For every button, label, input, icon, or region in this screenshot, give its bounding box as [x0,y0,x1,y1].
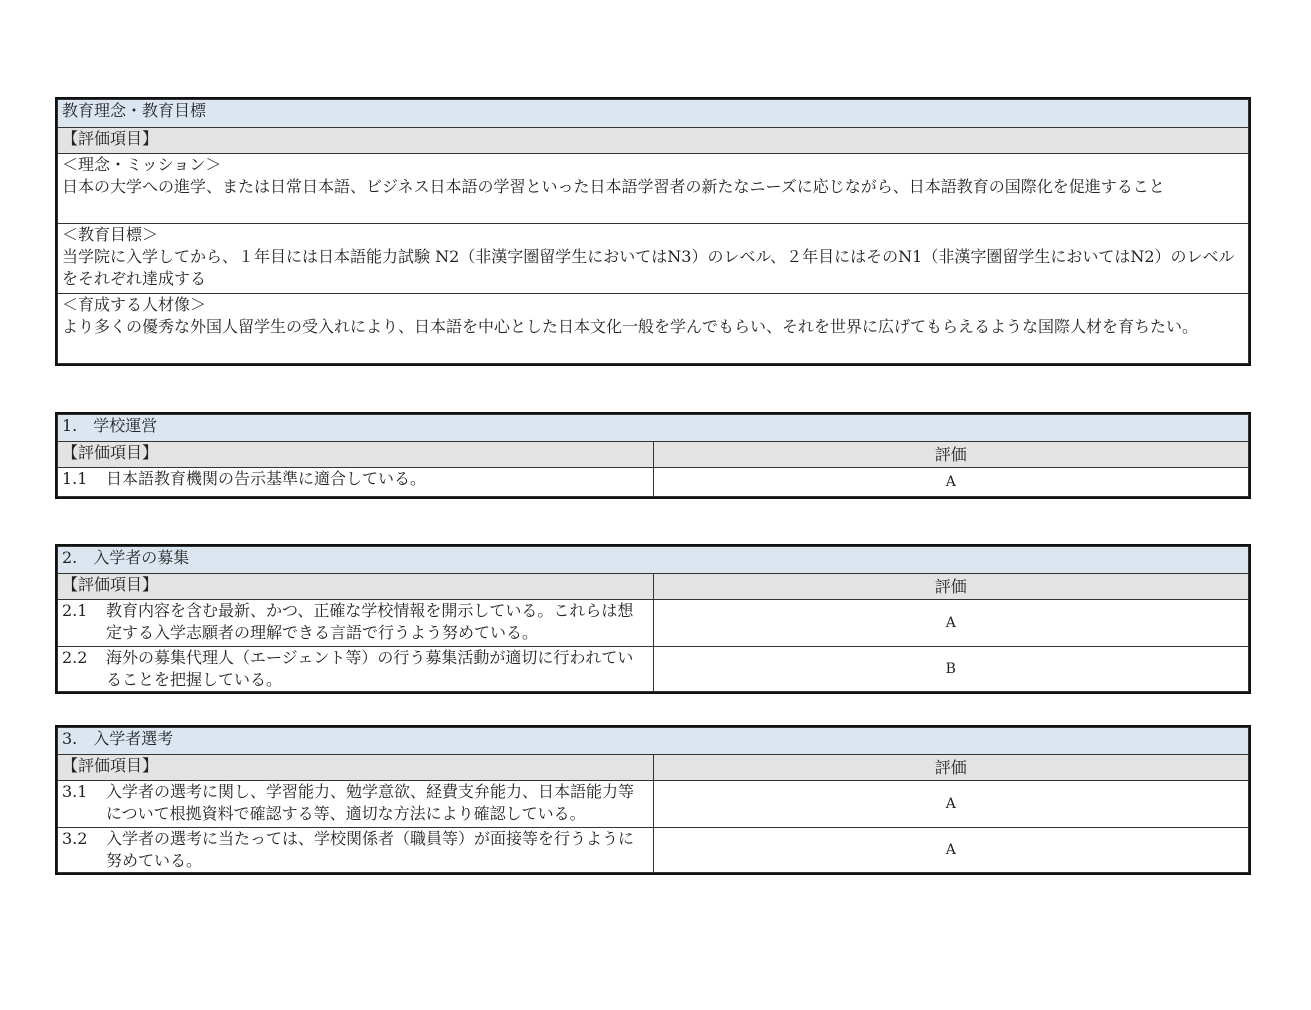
item-text: 海外の募集代理人（エージェント等）の行う募集活動が適切に行われていることを把握している。 [106,648,634,689]
table-row [58,468,1249,497]
rating-header: 評価 [653,755,1249,781]
item-text: 教育内容を含む最新、かつ、正確な学校情報を開示している。これらは想定する入学志願者の理解できる言語で行うよう努めている。 [106,601,634,642]
section-eval-label: 【評価項目】 [58,574,654,600]
rating-header: 評価 [653,442,1249,468]
mission-text: 日本の大学への進学、または日常日本語、ビジネス日本語の学習といった日本語学習者の新たなニーズに応じながら、日本語教育の国際化を促進すること [62,177,1165,196]
goal-heading: ＜教育目標＞ [62,225,159,244]
table-row [58,828,1249,873]
talent-text: より多くの優秀な外国人留学生の受入れにより、日本語を中心とした日本文化一般を学んでもらい、それを世界に広げてもらえるような国際人材を育ちたい。 [62,317,1199,336]
goal-cell [58,224,1249,294]
section-title: 1. 学校運営 [58,415,1249,442]
table-row [58,600,1249,647]
item-number: 3.1 [62,782,88,801]
philosophy-header: 教育理念・教育目標 [58,100,1249,128]
item-number: 3.2 [62,829,88,848]
rating-header: 評価 [653,574,1249,600]
item-text: 日本語教育機関の告示基準に適合している。 [106,469,427,488]
item-number: 2.1 [62,601,88,620]
section-recruitment [55,544,1251,694]
rating-value: B [653,647,1249,692]
rating-value: A [653,600,1249,647]
rating-value: A [653,828,1249,873]
section-school-management [55,412,1251,499]
philosophy-eval-label: 【評価項目】 [58,128,1249,154]
mission-cell [58,154,1249,224]
talent-heading: ＜育成する人材像＞ [62,295,207,314]
philosophy-block [55,97,1251,366]
talent-cell [58,294,1249,364]
rating-value: A [653,468,1249,497]
item-text: 入学者の選考に関し、学習能力、勉学意欲、経費支弁能力、日本語能力等について根拠資料で確認する等、適切な方法により確認している。 [106,782,635,823]
item-text: 入学者の選考に当たっては、学校関係者（職員等）が面接等を行うように努めている。 [106,829,635,870]
section-eval-label: 【評価項目】 [58,442,654,468]
section-selection [55,725,1251,875]
item-number: 2.2 [62,648,88,667]
rating-value: A [653,781,1249,828]
table-row [58,781,1249,828]
mission-heading: ＜理念・ミッション＞ [62,155,222,174]
item-number: 1.1 [62,469,88,488]
section-title: 2. 入学者の募集 [58,547,1249,574]
goal-text: 当学院に入学してから、１年目には日本語能力試験 N2（非漢字圏留学生においてはN3）のレベル、２年目にはそのN1（非漢字圏留学生においてはN2）のレベルをそれぞれ達成する [62,247,1235,288]
section-title: 3. 入学者選考 [58,728,1249,755]
table-row [58,647,1249,692]
section-eval-label: 【評価項目】 [58,755,654,781]
